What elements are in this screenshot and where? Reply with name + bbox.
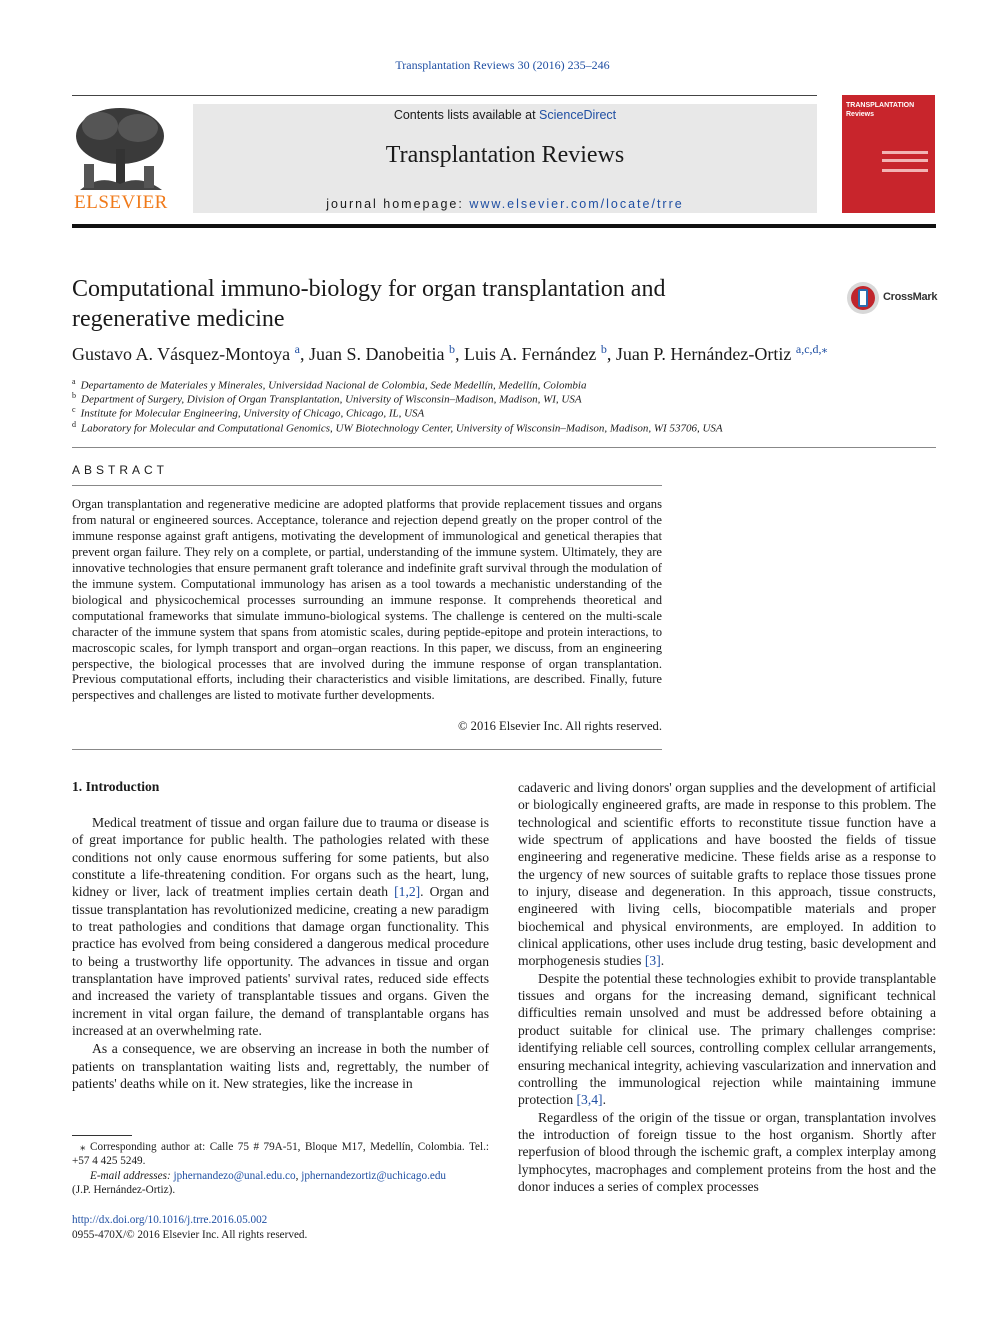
- header-top-rule: [72, 95, 817, 96]
- paragraph-text: Regardless of the origin of the tissue or organ, transplantation involves the introduction of foreign tissue to the host organism. Shortly after reperfusion of blood through the ischemic graft, a complex interplay among lymphocytes, macrophages and complement proteins from the host and the donor induces a series of complex processes: [518, 1109, 936, 1194]
- journal-cover[interactable]: [842, 95, 935, 213]
- email-separator: ,: [295, 1169, 302, 1182]
- crossmark-icon: [846, 281, 880, 315]
- cover-line: [882, 169, 928, 172]
- paragraph-text: .: [660, 953, 665, 969]
- elsevier-logo: [70, 104, 172, 214]
- corresponding-footnote: [72, 1140, 489, 1197]
- author-name: Gustavo A. Vásquez-Montoya: [72, 344, 291, 364]
- email-owner: (J.P. Hernández-Ortiz).: [72, 1183, 176, 1196]
- affiliation-text: Departamento de Materiales y Minerales, Universidad Nacional de Colombia, Sede Medellín, Medellín, Colombia: [80, 379, 587, 392]
- paragraph-text: .: [602, 1092, 606, 1108]
- elsevier-wordmark: ELSEVIER: [74, 192, 168, 213]
- abstract-bottom-rule: [72, 749, 662, 750]
- author-name: Juan P. Hernández-Ortiz: [615, 344, 792, 364]
- issn-line: 0955-470X/© 2016 Elsevier Inc. All rights reserved.: [72, 1229, 308, 1241]
- left-column: [72, 814, 489, 1093]
- affiliation-text: Institute for Molecular Engineering, University of Chicago, Chicago, IL, USA: [80, 407, 425, 420]
- author-affil-mark[interactable]: b: [600, 342, 607, 356]
- author-affil-mark[interactable]: b: [448, 342, 455, 356]
- affiliation-divider: [72, 447, 936, 448]
- affiliation-text: Department of Surgery, Division of Organ Transplantation, University of Wisconsin–Madison, Madison, WI, USA: [81, 393, 582, 406]
- author-separator: ,: [454, 344, 464, 364]
- contents-prefix: Contents lists available at: [393, 108, 540, 122]
- body-paragraph: [72, 814, 489, 1039]
- section-heading: 1. Introduction: [72, 779, 160, 794]
- body-paragraph: [518, 970, 936, 1109]
- affiliation: [72, 405, 424, 420]
- affiliation-mark: b: [72, 391, 76, 400]
- reference-link[interactable]: [1,2]: [394, 884, 421, 900]
- sciencedirect-link[interactable]: ScienceDirect: [539, 108, 617, 122]
- body-paragraph: [518, 1109, 936, 1196]
- footnote-rule: [72, 1135, 132, 1136]
- homepage-prefix: journal homepage:: [326, 197, 470, 211]
- author-list: [72, 342, 972, 365]
- author-name: Juan S. Danobeitia: [308, 344, 445, 364]
- abstract-text: Organ transplantation and regenerative medicine are adopted platforms that provide replacement tissues and organs from natural or engineered sources. Acceptance, tolerance and rejection depend greatly on the proper control of the immune response against graft antigens, motivating the development of immunological and genetical therapies that prevent organ failure. They rely on a complete, or partial, understanding of the immune system. Ultimately, they are innovative technologies that ensure permanent graft tolerance and indefinite graft survival through the modulation of the immune system. Computational immunology has arisen as a tool towards a mechanistic understanding of the biological and physicochemical processes surrounding an immune response. It comprehends theoretical and computational frameworks that simulate immuno-biological systems. The challenge is centered on the multi-scale character of the immune system that spans from atomistic scales, during peptide-epitope and protein interactions, to macroscopic scales, for lymph transport and organ–organ reactions. In this paper, we discuss, from an engineering perspective, the biological processes that are involved during the immune response of organ transplantation. Previous computational efforts, including their characteristics and visible limitations, are described. Finally, future perspectives and challenges are listed to motivate further developments.: [72, 497, 662, 703]
- reference-link[interactable]: [3]: [644, 953, 661, 969]
- affiliation: [72, 377, 586, 392]
- author-separator: ,: [299, 344, 309, 364]
- email-link[interactable]: jphernandezo@unal.edu.co: [173, 1169, 296, 1182]
- paragraph-text: cadaveric and living donors' organ supplies and the development of artificial or biologically engineered grafts, are made in response to this problem. The technological and scientific efforts to reconstitute tissue function have a wide spectrum of applications and have boosted the fields of tissue engineering and regenerative medicine. These fields arise as a response to the urgency of new sources of suitable grafts to replace those tissues prone to injury, disease and degeneration. In this approach, tissue constructs, engineered with living cells, biocompatible materials and proper biochemical and physical environments, are employed. In addition to clinical applications, other uses include drug testing, basic development and morphogenesis studies: [518, 780, 936, 969]
- right-column: [518, 779, 936, 1195]
- affiliation: [72, 391, 582, 406]
- email-line: [72, 1169, 489, 1183]
- affiliation: [72, 420, 723, 435]
- homepage-line: [193, 197, 817, 211]
- cover-line: [882, 159, 928, 162]
- journal-citation[interactable]: Transplantation Reviews 30 (2016) 235–246: [395, 58, 610, 72]
- abstract-top-rule: [72, 485, 662, 486]
- affiliation-text: Laboratory for Molecular and Computational Genomics, UW Biotechnology Center, University of Wisconsin–Madison, Madison, WI 53706, USA: [81, 422, 723, 435]
- body-paragraph: [72, 1040, 489, 1092]
- cover-line: [882, 151, 928, 154]
- cover-title: TRANSPLANTATION Reviews: [846, 102, 915, 118]
- affiliation-mark: d: [72, 420, 76, 429]
- reference-link[interactable]: [3,4]: [576, 1092, 603, 1108]
- email-label: E-mail addresses:: [90, 1169, 174, 1182]
- journal-header: [193, 104, 817, 213]
- article-title: Computational immuno-biology for organ transplantation and regenerative medicine: [72, 276, 666, 332]
- crossmark-badge[interactable]: [846, 281, 941, 315]
- author-name: Luis A. Fernández: [463, 344, 597, 364]
- crossmark-label: CrossMark: [883, 291, 938, 303]
- header-thick-rule: [72, 224, 936, 228]
- journal-title: Transplantation Reviews: [385, 142, 625, 168]
- corresponding-address: ⁎ Corresponding author at: Calle 75 # 79A-51, Bloque M17, Medellín, Colombia. Tel.: +57 4 425 5249.: [72, 1141, 489, 1168]
- author-affil-mark[interactable]: a: [294, 342, 300, 356]
- author-affil-mark[interactable]: a,c,d,⁎: [795, 342, 828, 356]
- abstract-heading: ABSTRACT: [72, 463, 169, 477]
- paragraph-text: . Organ and tissue transplantation has revolutionized medicine, creating a new paradigm to treat pathologies and conditions that damage organ functionality. This practice has evolved from being considered a dangerous medical procedure to being a trustworthy life opportunity. The advances in tissue and organ transplantation have improved patients' survival rates, reduced side effects and increased the variety of transplantable tissues and organs. Given the increment in vital organ failure, the demand of transplantable organs has increased at an overwhelming rate.: [72, 884, 489, 1039]
- doi-link[interactable]: http://dx.doi.org/10.1016/j.trre.2016.05.002: [72, 1214, 268, 1226]
- abstract-copyright: © 2016 Elsevier Inc. All rights reserved.: [457, 719, 662, 733]
- author-separator: ,: [606, 344, 616, 364]
- paragraph-text: As a consequence, we are observing an increase in both the number of patients on transplantation waiting lists and, regrettably, the number of patients' deaths while on it. New strategies, like the increase in: [72, 1041, 489, 1092]
- paragraph-text: Despite the potential these technologies exhibit to provide transplantable tissues and organs for the increasing demand, significant technical difficulties remain unsolved and must be addressed before obtaining a product suitable for clinical use. The primary challenges comprise: identifying reliable cell sources, controlling complex cellular arrangements, ensuring mechanical integrity, achieving vascularization and innervation and controlling the immunological rejection while maintaining immune protection: [518, 970, 936, 1108]
- contents-line: [193, 108, 817, 122]
- affiliation-mark: c: [72, 405, 76, 414]
- paragraph-text: Medical treatment of tissue and organ failure due to trauma or disease is of great importance for public health. The pathologies related with these conditions not only cause enormous suffering for some patients, but also constitute a life-threatening condition. For organs such as the heart, lung, kidney or liver, lack of treatment implies certain death: [72, 815, 489, 900]
- body-paragraph: [518, 779, 936, 970]
- email-link[interactable]: jphernandezortiz@uchicago.edu: [301, 1169, 447, 1182]
- affiliation-mark: a: [72, 377, 76, 386]
- homepage-link[interactable]: www.elsevier.com/locate/trre: [469, 197, 684, 211]
